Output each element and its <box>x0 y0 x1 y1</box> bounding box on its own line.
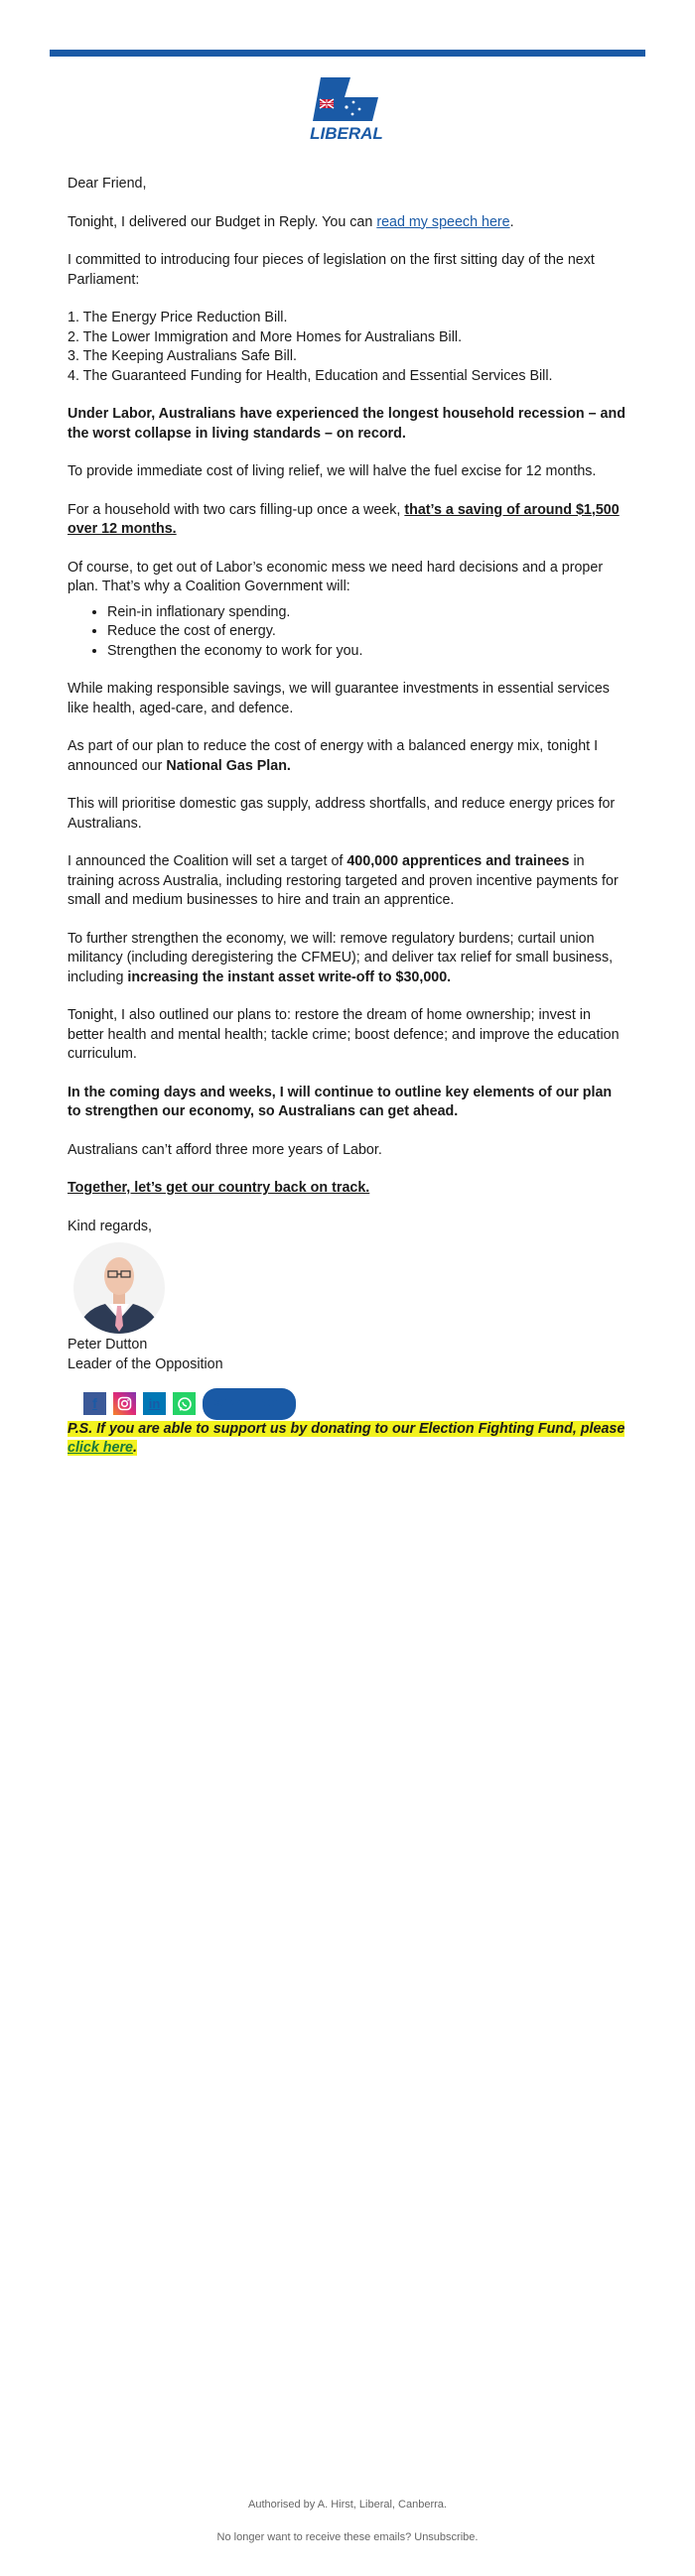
closing: Kind regards, <box>68 1218 153 1234</box>
coming-paragraph: In the coming days and weeks, I will continue to outline key elements of our plan to strengthen our economy, so Australians can get ahead. <box>68 1084 613 1119</box>
read-speech-link[interactable]: read my speech here <box>376 213 510 230</box>
header-bar <box>50 50 645 57</box>
plan-paragraph: Of course, to get out of Labor’s economic mess we need hard decisions and a proper plan. That’s why a Coalition Government will: <box>68 559 604 594</box>
gas-paragraph: As part of our plan to reduce the cost of energy with a balanced energy mix, tonight I announced our National Gas Plan. <box>68 738 599 774</box>
plan-bullets <box>68 603 627 662</box>
instagram-icon[interactable] <box>113 1392 136 1415</box>
recession-paragraph: Under Labor, Australians have experienced the longest household recession – and the worst collapse in living standards – on record. <box>68 406 626 442</box>
economy-paragraph: To further strengthen the economy, we will: remove regulatory burdens; curtail union militancy (including deregistering the CFMEU); and deliver tax relief for small business, including increasing the instant asset write-off to $30,000. <box>68 930 614 985</box>
letter-body <box>68 175 627 1478</box>
bill-item: 4. The Guaranteed Funding for Health, Education and Essential Services Bill. <box>68 367 553 384</box>
prioritise-paragraph: This will prioritise domestic gas supply, address shortfalls, and reduce energy prices for Australians. <box>68 796 616 832</box>
household-paragraph: For a household with two cars filling-up once a week, that’s a saving of around $1,500 over 12 months. <box>68 501 620 537</box>
intro-paragraph: Tonight, I delivered our Budget in Reply. You can read my speech here. <box>68 213 514 230</box>
signer-photo <box>71 1240 167 1336</box>
signer-name: Peter Dutton <box>68 1337 148 1352</box>
whatsapp-icon[interactable] <box>173 1392 196 1415</box>
ps-paragraph: P.S. If you are able to support us by donating to our Election Fighting Fund, please click here. <box>68 1420 626 1456</box>
afford-paragraph: Australians can’t afford three more years of Labor. <box>68 1141 382 1158</box>
bill-item: 2. The Lower Immigration and More Homes for Australians Bill. <box>68 328 463 345</box>
facebook-icon[interactable]: f <box>83 1392 106 1415</box>
together-paragraph: Together, let’s get our country back on track. <box>68 1180 370 1196</box>
fuel-paragraph: To provide immediate cost of living relief, we will halve the fuel excise for 12 months. <box>68 463 597 479</box>
list-item: • Reduce the cost of energy. <box>107 622 627 642</box>
bill-item: 3. The Keeping Australians Safe Bill. <box>68 348 298 364</box>
savings-paragraph: While making responsible savings, we will guarantee investments in essential services like health, aged-care, and defence. <box>68 681 610 716</box>
greeting: Dear Friend, <box>68 176 147 192</box>
outlined-paragraph: Tonight, I also outlined our plans to: restore the dream of home ownership; invest in better health and mental health; tackle crime; boost defence; and improve the education curriculum. <box>68 1007 620 1062</box>
bills-list <box>68 309 627 386</box>
bill-item: 1. The Energy Price Reduction Bill. <box>68 310 288 325</box>
apprentice-paragraph: I announced the Coalition will set a target of 400,000 apprentices and trainees in training across Australia, including restoring targeted and proven incentive payments for small and medium businesses to hire and train an apprentice. <box>68 853 619 908</box>
click-here-link[interactable]: click here <box>68 1440 133 1456</box>
list-item: • Rein-in inflationary spending. <box>107 603 627 623</box>
donate-now-button[interactable]: DONATE NOW <box>203 1388 296 1420</box>
unsubscribe-link[interactable]: No longer want to receive these emails? Unsubscribe. <box>216 2531 479 2543</box>
list-item: • Strengthen the economy to work for you. <box>107 642 627 662</box>
svg-text:LIBERAL: LIBERAL <box>310 124 383 143</box>
commit-paragraph: I committed to introducing four pieces of legislation on the first sitting day of the next Parliament: <box>68 252 595 288</box>
social-links <box>83 1388 627 1420</box>
signer-title: Leader of the Opposition <box>68 1355 223 1372</box>
linkedin-icon[interactable]: in <box>143 1392 166 1415</box>
liberal-logo <box>307 71 386 143</box>
authorised-text: Authorised by A. Hirst, Liberal, Canberra. <box>248 2499 447 2511</box>
